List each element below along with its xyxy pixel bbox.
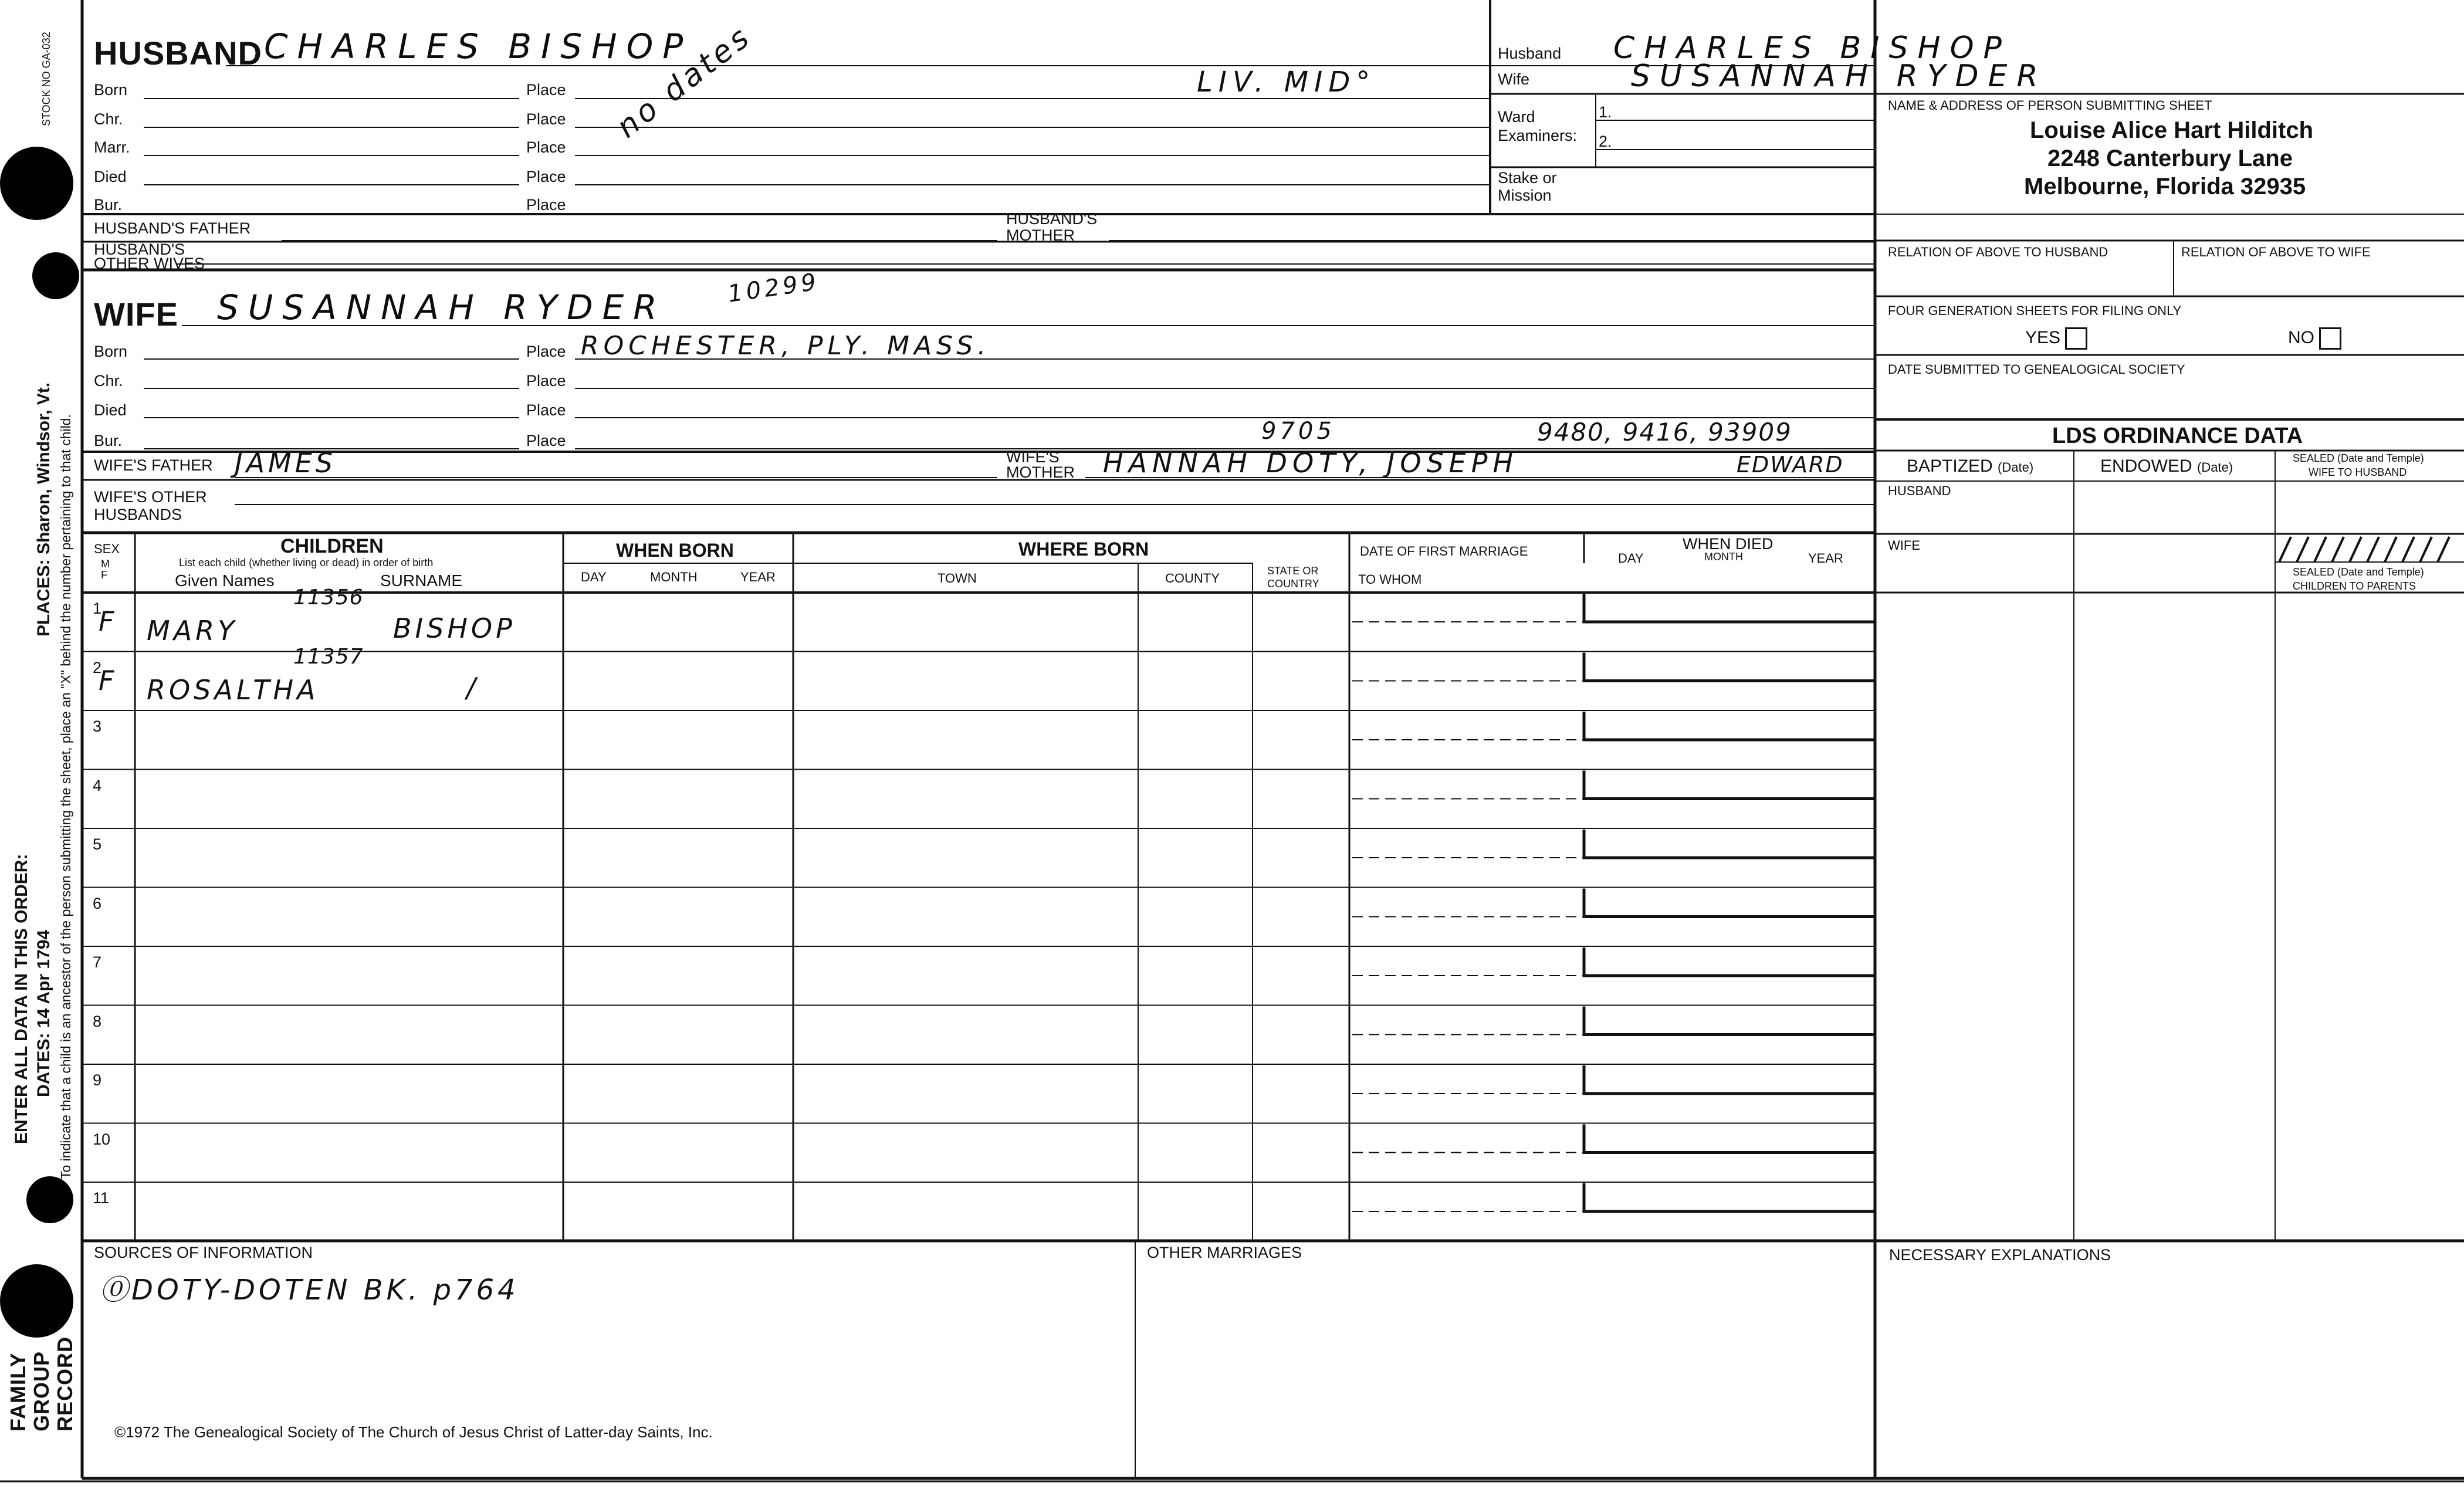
- sources-label: SOURCES OF INFORMATION: [94, 1244, 313, 1261]
- wife-born-place-label: Place: [526, 343, 566, 360]
- husband-died-label: Died: [94, 168, 127, 185]
- sealed-wife-label-2: WIFE TO HUSBAND: [2309, 466, 2407, 478]
- child-number: 10: [93, 1130, 111, 1148]
- baptized-date-hint: (Date): [1998, 460, 2034, 475]
- sex-mf-header: [101, 559, 110, 581]
- husbands-father-label: HUSBAND'S FATHER: [94, 219, 251, 237]
- child-sex[interactable]: F: [99, 605, 118, 637]
- submitter-label: NAME & ADDRESS OF PERSON SUBMITTING SHEET: [1888, 98, 2212, 113]
- wifes-father[interactable]: JAMES: [235, 447, 336, 479]
- wife-number: 10299: [726, 268, 821, 308]
- town-header: TOWN: [937, 571, 977, 585]
- table-row[interactable]: [82, 1123, 1875, 1183]
- child-number: 5: [93, 835, 102, 853]
- first-marriage-header: DATE OF FIRST MARRIAGE: [1360, 544, 1528, 559]
- source-entry[interactable]: ⓪DOTY-DOTEN BK. p764: [100, 1274, 519, 1307]
- table-row[interactable]: [82, 585, 1875, 652]
- sealed-children-label-2: CHILDREN TO PARENTS: [2293, 580, 2416, 592]
- sex-m: M: [101, 558, 110, 570]
- wifes-father-label: WIFE'S FATHER: [94, 456, 213, 474]
- child-number: 2: [93, 658, 102, 676]
- yes-checkbox[interactable]: [2065, 327, 2087, 350]
- child-given-name[interactable]: ROSALTHA: [147, 673, 319, 706]
- wifes-mother[interactable]: HANNAH DOTY, JOSEPH: [1103, 447, 1519, 479]
- wife-bur-place-label: Place: [526, 432, 566, 449]
- punch-hole: [0, 1264, 73, 1338]
- husband-chr-label: Chr.: [94, 110, 123, 128]
- no-label: NO: [2288, 327, 2314, 347]
- child-number: 6: [93, 894, 102, 912]
- husband-chr-place-label: Place: [526, 110, 566, 128]
- county-header: COUNTY: [1165, 571, 1220, 585]
- ward-label: Ward: [1498, 108, 1535, 126]
- wifes-other-husbands-label-2: HUSBANDS: [94, 506, 182, 523]
- wife-chr-label: Chr.: [94, 372, 123, 390]
- wife-died-label: Died: [94, 401, 127, 419]
- surname-header: SURNAME: [380, 571, 463, 590]
- husband-marr-place-label: Place: [526, 138, 566, 156]
- stock-number: STOCK NO GA-032: [40, 32, 52, 126]
- summary-husband-name: CHARLES BISHOP: [1613, 31, 2011, 66]
- husband-born-place[interactable]: LIV. MID°: [1197, 66, 1376, 99]
- husband-bur-place-label: Place: [526, 196, 566, 214]
- wife-born-place[interactable]: ROCHESTER, PLY. MASS.: [581, 331, 991, 361]
- wifes-mother-label-1: WIFE'S: [1006, 448, 1060, 466]
- wife-bur-label: Bur.: [94, 432, 123, 449]
- baptized-label: [1907, 458, 2033, 475]
- relation-to-wife-label: RELATION OF ABOVE TO WIFE: [2181, 245, 2371, 259]
- wifes-other-husbands-label-1: WIFE'S OTHER: [94, 488, 207, 506]
- punch-hole: [0, 147, 73, 220]
- child-ref-number: 11357: [293, 644, 364, 669]
- date-submitted-label: DATE SUBMITTED TO GENEALOGICAL SOCIETY: [1888, 362, 2185, 377]
- no-dates-note: no dates: [610, 18, 759, 145]
- other-marriages-label: OTHER MARRIAGES: [1147, 1244, 1302, 1261]
- wife-died-place-label: Place: [526, 401, 566, 419]
- table-row[interactable]: [82, 770, 1875, 829]
- where-born-header: WHERE BORN: [1018, 539, 1149, 560]
- wife-born-label: Born: [94, 343, 128, 360]
- submitter-street[interactable]: 2248 Canterbury Lane: [2047, 145, 2293, 171]
- child-number: 8: [93, 1012, 102, 1030]
- died-day-header: DAY: [1618, 551, 1644, 566]
- children-subtitle: List each child (whether living or dead) in order of birth: [179, 557, 434, 568]
- examiners-label: Examiners:: [1498, 127, 1578, 144]
- yes-label: YES: [2025, 327, 2061, 347]
- when-died-header: WHEN DIED: [1683, 535, 1773, 553]
- child-given-name[interactable]: MARY: [147, 615, 238, 647]
- record-title-group: GROUP: [29, 1351, 53, 1431]
- wife-chr-place-label: Place: [526, 372, 566, 390]
- husband-born-label: Born: [94, 81, 128, 99]
- table-row[interactable]: [82, 1006, 1875, 1065]
- child-number: 9: [93, 1071, 102, 1089]
- table-row[interactable]: [82, 946, 1875, 1006]
- husband-heading: HUSBAND: [94, 35, 262, 72]
- to-whom-header: TO WHOM: [1358, 572, 1422, 587]
- born-month-header: MONTH: [650, 570, 698, 584]
- husbands-mother-label-1: HUSBAND'S: [1006, 210, 1098, 228]
- four-gen-no[interactable]: [2288, 327, 2341, 350]
- examiner-2[interactable]: 2.: [1599, 133, 1612, 150]
- places-note: PLACES: Sharon, Windsor, Vt.: [34, 382, 53, 637]
- husbands-other-wives-label-1: HUSBAND'S: [94, 241, 185, 258]
- child-number: 3: [93, 717, 102, 735]
- summary-wife-label: Wife: [1498, 70, 1529, 88]
- dates-note: DATES: 14 Apr 1794: [34, 929, 53, 1097]
- husbands-other-wives-label-2: OTHER WIVES: [94, 255, 205, 272]
- four-generation-label: FOUR GENERATION SHEETS FOR FILING ONLY: [1888, 303, 2182, 318]
- wife-ref-number-a: 9705: [1261, 418, 1335, 445]
- relation-to-husband-label: RELATION OF ABOVE TO HUSBAND: [1888, 245, 2108, 259]
- child-surname[interactable]: /: [466, 671, 479, 703]
- copyright-notice: ©1972 The Genealogical Society of The Church of Jesus Christ of Latter-day Saints, Inc.: [114, 1423, 713, 1441]
- examiner-1[interactable]: 1.: [1599, 103, 1612, 121]
- summary-husband-label: Husband: [1498, 45, 1562, 62]
- baptized-text: BAPTIZED: [1907, 456, 1993, 476]
- mission-label: Mission: [1498, 187, 1552, 204]
- husband-bur-label: Bur.: [94, 196, 123, 214]
- child-surname[interactable]: BISHOP: [393, 612, 516, 644]
- table-row[interactable]: [82, 644, 1875, 711]
- wife-ref-numbers-b: 9480, 9416, 93909: [1537, 418, 1792, 446]
- submitter-city[interactable]: Melbourne, Florida 32935: [2024, 174, 2306, 199]
- child-number: 7: [93, 953, 102, 971]
- husband-marr-label: Marr.: [94, 138, 130, 156]
- child-number: 4: [93, 776, 102, 794]
- table-row[interactable]: [82, 710, 1875, 770]
- born-day-header: DAY: [581, 570, 607, 584]
- four-gen-yes[interactable]: [2025, 327, 2087, 350]
- punch-hole: [32, 252, 79, 299]
- lds-wife-label: WIFE: [1888, 538, 1920, 553]
- husband-born-place-label: Place: [526, 81, 566, 99]
- husband-name[interactable]: CHARLES BISHOP: [264, 26, 693, 66]
- child-number: 1: [93, 600, 102, 617]
- born-year-header: YEAR: [740, 570, 776, 584]
- wifes-mother-extra: EDWARD: [1737, 452, 1844, 478]
- table-row[interactable]: [82, 888, 1875, 947]
- died-month-header: MONTH: [1704, 551, 1743, 563]
- lds-husband-label: HUSBAND: [1888, 483, 1951, 498]
- wife-heading: WIFE: [94, 296, 178, 333]
- sex-header: SEX: [94, 541, 120, 556]
- wife-name[interactable]: SUSANNAH RYDER: [217, 287, 666, 327]
- child-sex[interactable]: F: [99, 664, 118, 696]
- endowed-text: ENDOWED: [2100, 456, 2192, 476]
- sealed-children-label-1: SEALED (Date and Temple): [2293, 566, 2424, 578]
- given-names-header: Given Names: [175, 571, 275, 590]
- table-row[interactable]: [82, 828, 1875, 888]
- sex-f: F: [101, 568, 107, 581]
- state-header-1: STATE OR: [1267, 565, 1319, 577]
- children-header: CHILDREN: [280, 535, 384, 557]
- endowed-date-hint: (Date): [2197, 460, 2233, 475]
- submitter-name[interactable]: Louise Alice Hart Hilditch: [2030, 117, 2314, 143]
- lds-title: LDS ORDINANCE DATA: [2052, 424, 2303, 448]
- when-born-header: WHEN BORN: [616, 540, 734, 561]
- table-row[interactable]: [82, 1064, 1875, 1123]
- enter-all-note: ENTER ALL DATA IN THIS ORDER:: [12, 854, 31, 1144]
- record-title-record: RECORD: [53, 1336, 77, 1431]
- summary-wife-name: SUSANNAH RYDER: [1631, 59, 2047, 94]
- husband-died-place-label: Place: [526, 168, 566, 185]
- state-header-2: COUNTRY: [1267, 578, 1319, 590]
- husbands-mother-label-2: MOTHER: [1006, 226, 1075, 244]
- child-ref-number: 11356: [293, 585, 364, 610]
- table-row[interactable]: [82, 1182, 1875, 1241]
- child-number: 11: [93, 1189, 110, 1207]
- no-checkbox[interactable]: [2319, 327, 2341, 350]
- punch-hole: [26, 1176, 73, 1223]
- died-year-header: YEAR: [1808, 551, 1843, 566]
- endowed-label: [2100, 458, 2233, 475]
- ancestor-instructions: To indicate that a child is an ancestor of the person submitting the sheet, place an "X" behind the number pertaining to that child.: [58, 414, 73, 1179]
- stake-label: Stake or: [1498, 169, 1557, 187]
- necessary-explanations-label: NECESSARY EXPLANATIONS: [1889, 1246, 2111, 1264]
- record-title-family: FAMILY: [6, 1352, 30, 1431]
- sealed-wife-label-1: SEALED (Date and Temple): [2293, 452, 2424, 464]
- wifes-mother-label-2: MOTHER: [1006, 463, 1075, 481]
